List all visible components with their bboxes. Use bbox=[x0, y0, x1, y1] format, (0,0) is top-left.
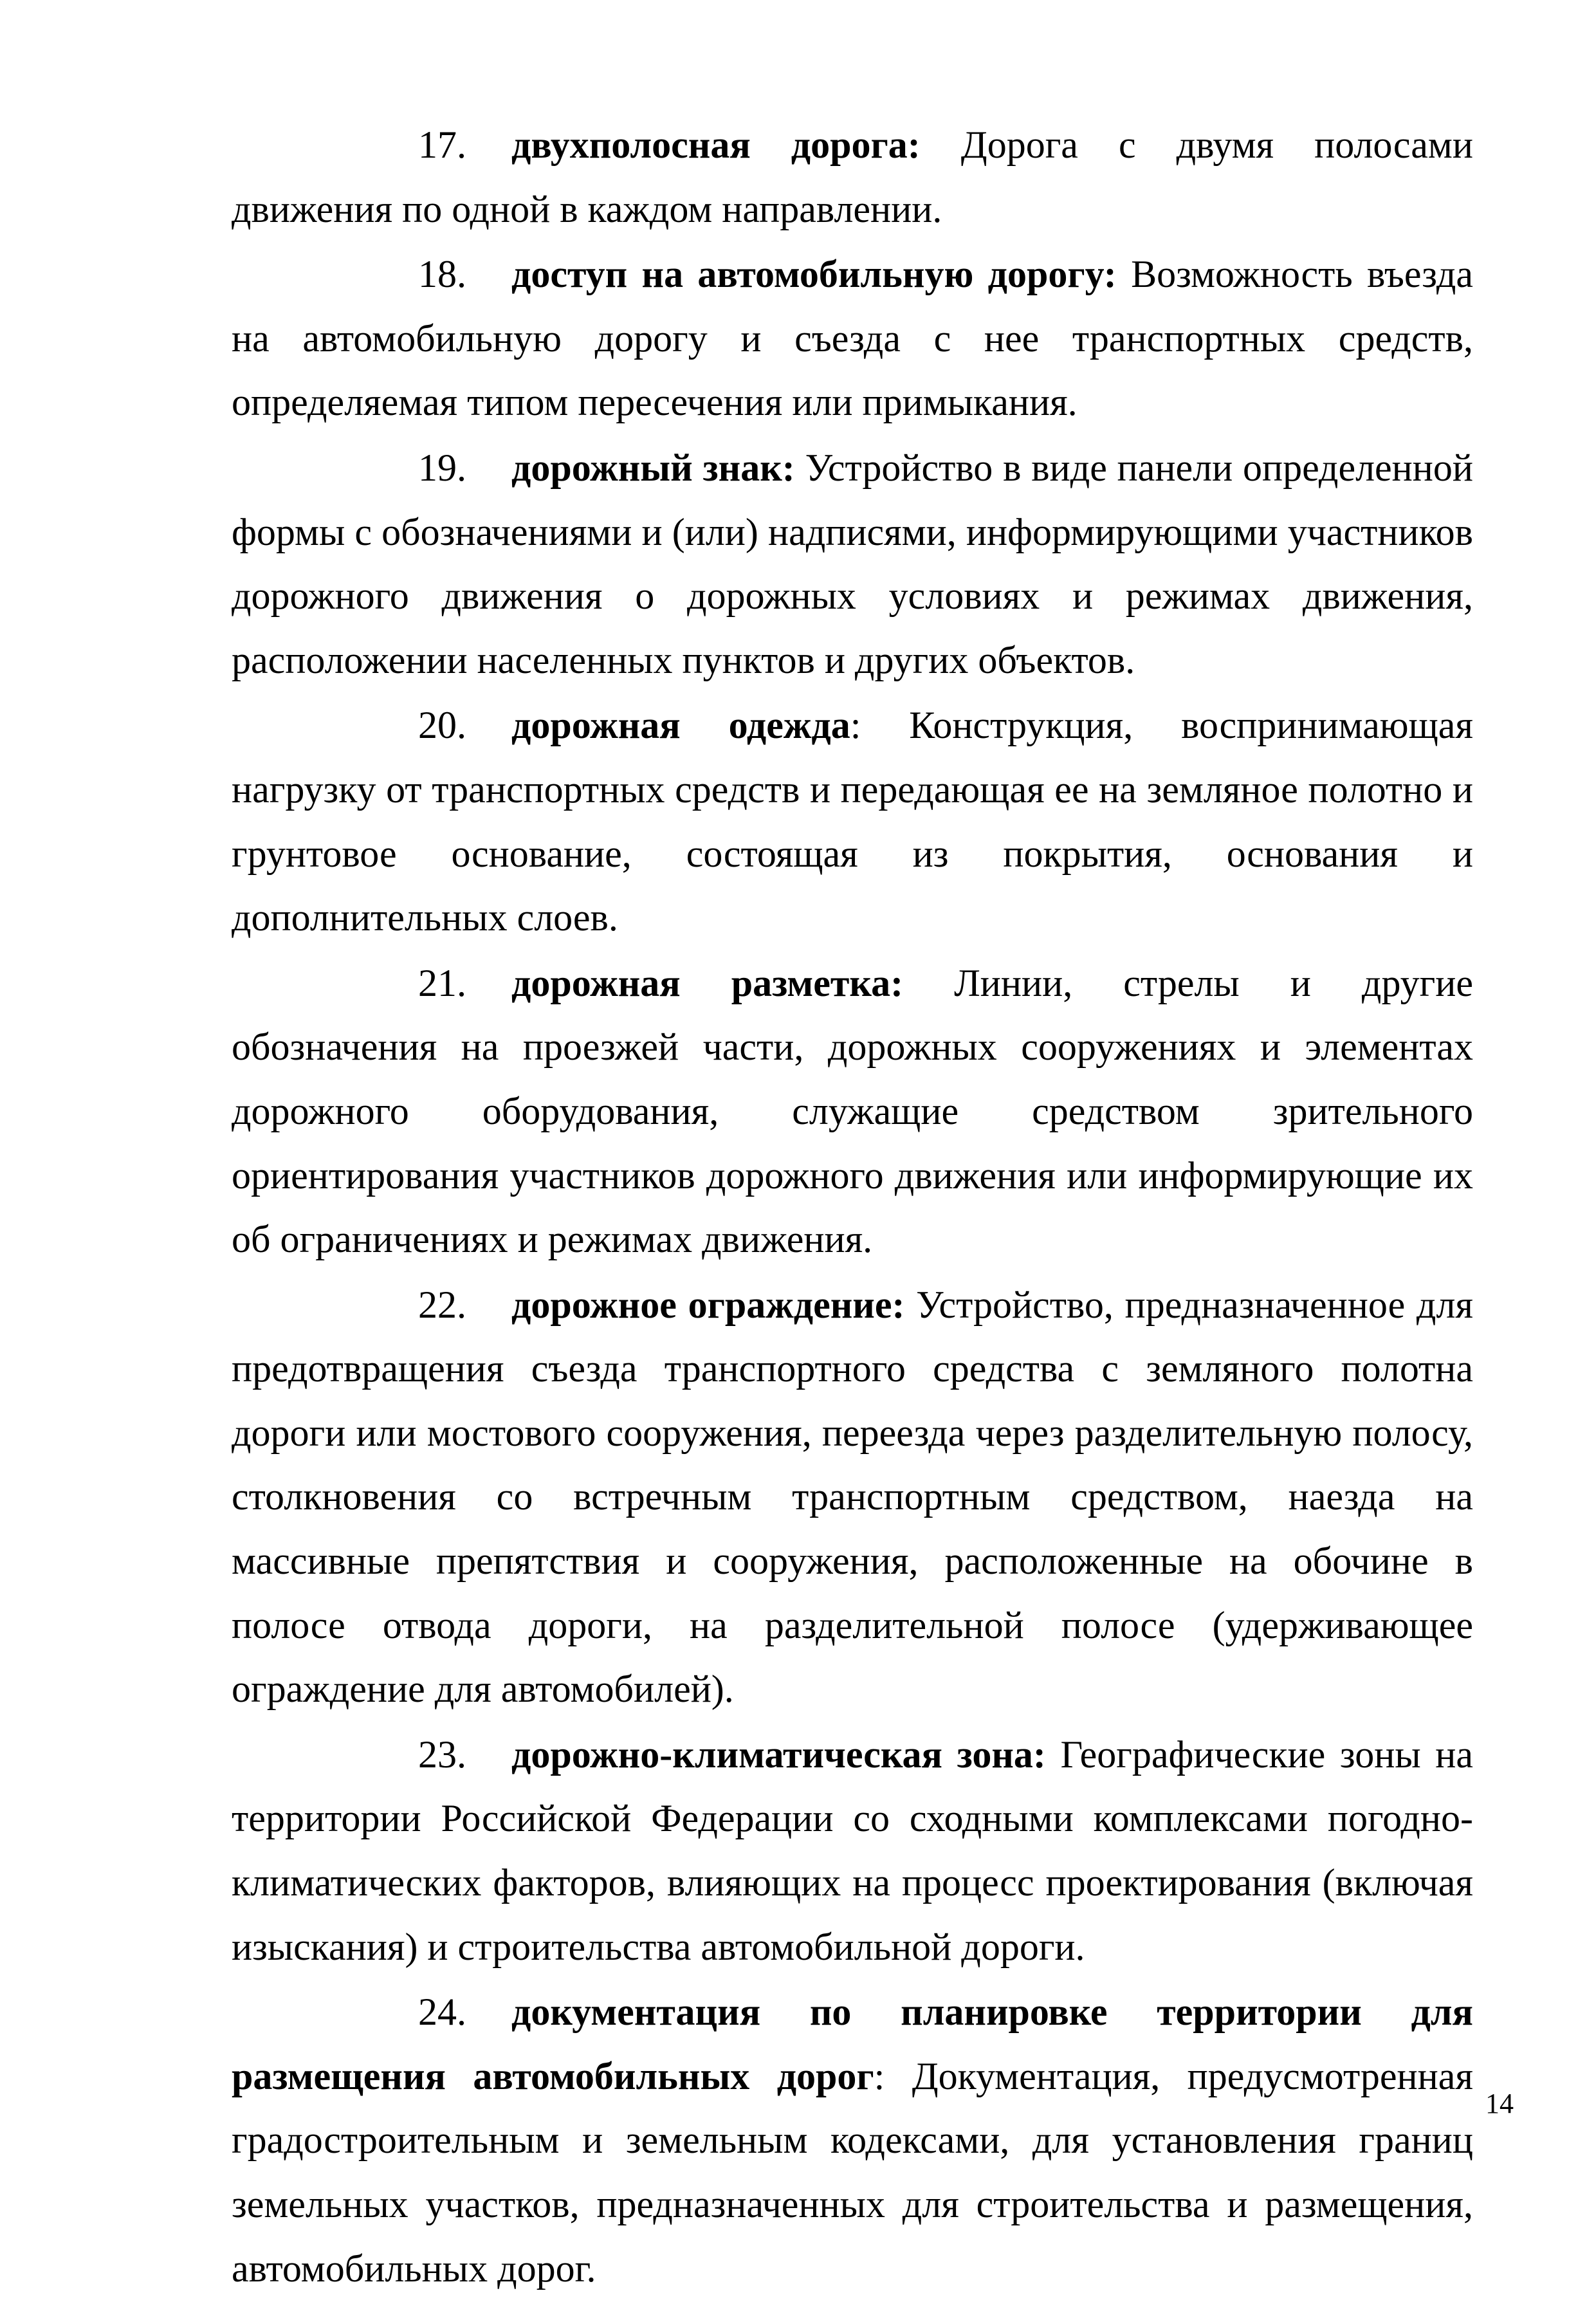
entry-number: 19. bbox=[418, 446, 466, 489]
entry-number: 22. bbox=[418, 1283, 466, 1326]
definition-entry-20 bbox=[232, 694, 1473, 950]
entry-number: 21. bbox=[418, 961, 466, 1004]
entry-term: дорожный знак: bbox=[511, 446, 795, 489]
entry-number: 23. bbox=[418, 1733, 466, 1776]
entry-definition: Дорога с двумя полосами движения по одной в каждом направлении. bbox=[232, 124, 1473, 230]
entry-term: двухполосная дорога: bbox=[511, 124, 921, 166]
entry-number: 20. bbox=[418, 704, 466, 747]
definition-entry-17 bbox=[232, 113, 1473, 241]
entry-definition: Устройство, предназначенное для предотвращения съезда транспортного средства с земляного полотна дороги или мостового сооружения, переезда через разделительную полосу, столкновения со встречным транспортным средством, наезда на массивные препятствия и сооружения, расположенные на обочине в полосе отвода дороги, на разделительной полосе (удерживающее ограждение для автомобилей). bbox=[232, 1283, 1473, 1711]
entry-definition: Устройство в виде панели определенной формы с обозначениями и (или) надписями, информирующими участников дорожного движения о дорожных условиях и режимах движения, расположении населенных пунктов и других объектов. bbox=[232, 446, 1473, 681]
entry-number: 24. bbox=[418, 1991, 466, 2034]
entry-number: 17. bbox=[418, 124, 466, 166]
entry-number: 18. bbox=[418, 253, 466, 296]
entry-term: дорожная разметка: bbox=[511, 961, 904, 1004]
entry-definition: : Конструкция, воспринимающая нагрузку от транспортных средств и передающая ее на земляное полотно и грунтовое основание, состоящая из покрытия, основания и дополнительных слоев. bbox=[232, 704, 1473, 939]
definition-entry-19 bbox=[232, 436, 1473, 692]
page-number: 14 bbox=[1485, 2088, 1514, 2119]
entry-definition: : Документация, предусмотренная градостроительным и земельным кодексами, для установления границ земельных участков, предназначенных для строительства и размещения, автомобильных дорог. bbox=[232, 2054, 1473, 2290]
entry-term: дорожное ограждение: bbox=[511, 1283, 905, 1326]
entry-term: документация по планировке территории для размещения автомобильных дорог bbox=[232, 1991, 1473, 2097]
entry-definition: Возможность въезда на автомобильную дорогу и съезда с нее транспортных средств, определяемая типом пересечения или примыкания. bbox=[232, 253, 1474, 424]
entry-term: дорожно-климатическая зона: bbox=[511, 1733, 1046, 1776]
entry-term: дорожная одежда bbox=[511, 704, 850, 747]
document-body bbox=[232, 113, 1473, 2302]
entry-definition: Линии, стрелы и другие обозначения на проезжей части, дорожных сооружениях и элементах дорожного оборудования, служащие средством зрительного ориентирования участников дорожного движения или информирующие их об ограничениях и режимах движения. bbox=[232, 961, 1474, 1261]
definition-entry-23 bbox=[232, 1723, 1473, 1979]
definition-entry-24 bbox=[232, 1980, 1473, 2301]
definition-entry-18 bbox=[232, 243, 1473, 435]
definition-entry-22 bbox=[232, 1273, 1473, 1722]
definition-entry-21 bbox=[232, 952, 1473, 1272]
entry-term: доступ на автомобильную дорогу: bbox=[511, 253, 1117, 296]
entry-definition: Географические зоны на территории Российской Федерации со сходными комплексами погодно-климатических факторов, влияющих на процесс проектирования (включая изыскания) и строительства автомобильной дороги. bbox=[232, 1733, 1473, 1968]
